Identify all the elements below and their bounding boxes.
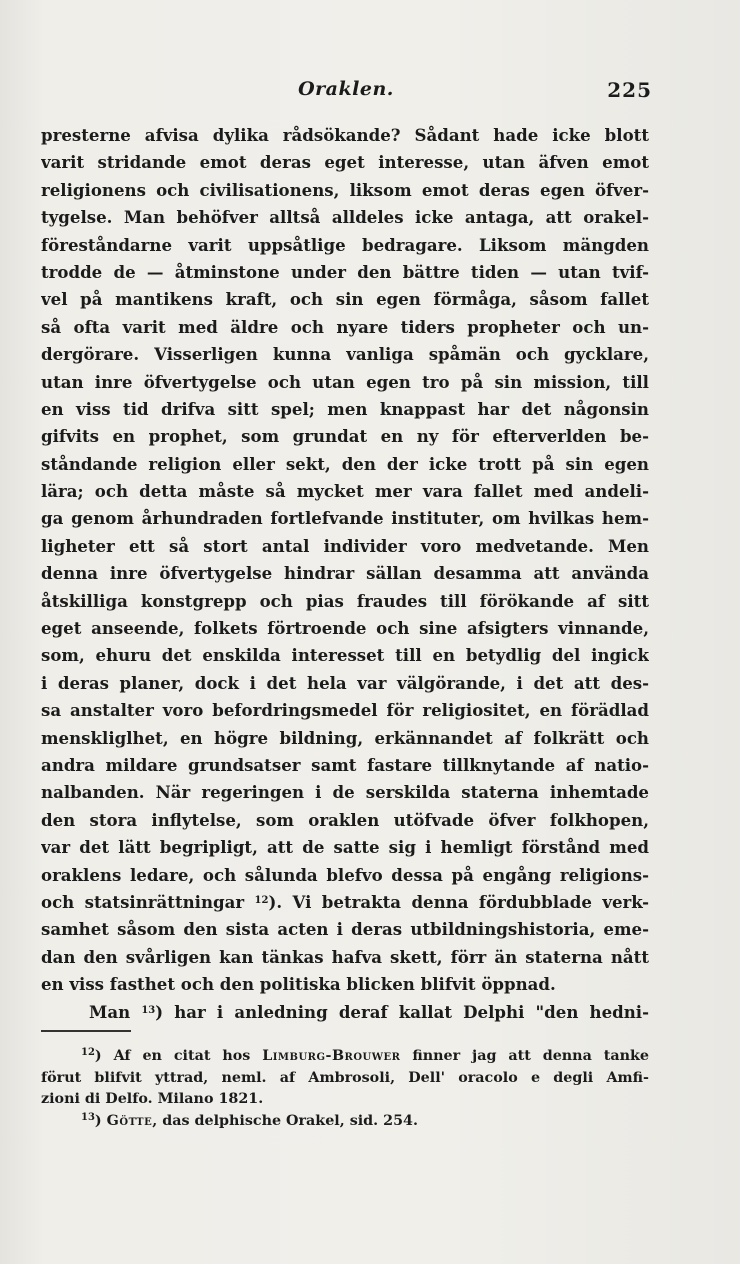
- text-line: åtskilliga konstgrepp och pias fraudes till förökande af sitt: [41, 590, 649, 611]
- text-line-with-footnote-ref: [41, 999, 649, 1026]
- footnotes: [41, 1046, 649, 1132]
- footnote-ref-12[interactable]: 12: [254, 894, 269, 906]
- text-line: utan inre öfvertygelse och utan egen tro på sin mission, till: [41, 371, 649, 392]
- footnote-paren: ): [94, 1112, 107, 1129]
- text-line: lära; och detta måste så mycket mer vara fallet med andeli-: [41, 481, 649, 502]
- footnote-ref-13[interactable]: 13: [141, 1004, 156, 1016]
- footnote-text: , das delphische Orakel, sid. 254.: [152, 1112, 418, 1129]
- text-line: varit stridande emot deras eget interesse, utan äfven emot: [41, 152, 649, 173]
- text-line: dergörare. Visserligen kunna vanliga spåmän och gycklare,: [41, 344, 649, 365]
- text-line: sa anstalter voro befordringsmedel för religiositet, en förädlad: [41, 700, 649, 721]
- footnote-marker: 13: [81, 1111, 95, 1123]
- text-line: ståndande religion eller sekt, den der icke trott på sin egen: [41, 453, 649, 474]
- text-line: ga genom århundraden fortlefvande instituter, om hvilkas hem-: [41, 508, 649, 529]
- text-line: presterne afvisa dylika rådsökande? Sådant hade icke blott: [41, 125, 649, 145]
- text-line: som, ehuru det enskilda interesset till en betydlig del ingick: [41, 645, 649, 666]
- text-line: gifvits en prophet, som grundat en ny för efterverlden be-: [41, 426, 649, 447]
- text-segment: Man: [89, 1001, 142, 1022]
- text-line: en viss fasthet och den politiska blicken blifvit öppnad.: [41, 974, 556, 995]
- footnote-marker: 12: [81, 1047, 95, 1058]
- text-line: tygelse. Man behöfver alltså alldeles icke antaga, att orakel-: [41, 207, 649, 228]
- footnote-divider: [41, 1030, 131, 1032]
- text-line: så ofta varit med äldre och nyare tiders propheter och un-: [41, 316, 649, 337]
- text-line: nalbanden. När regeringen i de serskilda staterna inhemtade: [41, 782, 649, 803]
- text-line: andra mildare grundsatser samt fastare tillknytande af natio-: [41, 754, 649, 775]
- cited-author: Götte: [106, 1112, 153, 1129]
- text-line: oraklens ledare, och sålunda blefvo dessa på engång religions-: [41, 864, 649, 885]
- text-line: menskliglhet, en högre bildning, erkännandet af folkrätt och: [41, 727, 649, 748]
- text-line: föreståndarne varit uppsåtlige bedragare. Liksom mängden: [41, 234, 649, 255]
- cited-author: Limburg-Brouwer: [262, 1048, 401, 1064]
- text-line: denna inre öfvertygelse hindrar sällan desamma att använda: [41, 563, 649, 584]
- text-line: religionens och civilisationens, liksom emot deras egen öfver-: [41, 179, 649, 200]
- chapter-title: Oraklen.: [298, 78, 394, 100]
- text-segment: ). Vi betrakta denna fördubblade verk-: [268, 891, 649, 912]
- text-line: ligheter ett så stort antal individer voro medvetande. Men: [41, 535, 649, 556]
- text-line: trodde de — åtminstone under den bättre tiden — utan tvif-: [41, 261, 649, 282]
- text-line: samhet såsom den sista acten i deras utbildningshistoria, eme-: [41, 919, 649, 940]
- footnote-line: förut blifvit yttrad, neml. af Ambrosoli, Dell' oracolo e degli Amfi-: [41, 1069, 649, 1086]
- page-number: 225: [607, 78, 652, 102]
- text-segment: och statsinrättningar: [41, 891, 255, 912]
- text-line: var det lätt begripligt, att de satte sig i hemligt förstånd med: [41, 837, 649, 858]
- footnote-line: zioni di Delfo. Milano 1821.: [41, 1091, 264, 1107]
- text-line: eget anseende, folkets förtroende och sine afsigters vinnande,: [41, 618, 649, 639]
- text-segment: ) har i anledning deraf kallat Delphi "den hedni-: [155, 1001, 649, 1022]
- text-line: en viss tid drifva sitt spel; men knappast har det någonsin: [41, 398, 649, 419]
- text-line: den stora inflytelse, som oraklen utöfvade öfver folkhopen,: [41, 809, 649, 830]
- text-line: vel på mantikens kraft, och sin egen förmåga, såsom fallet: [41, 289, 649, 310]
- text-line: dan den svårligen kan tänkas hafva skett, förr än staterna nått: [41, 946, 649, 967]
- running-head: [40, 78, 652, 104]
- footnote-text: finner jag att denna tanke: [400, 1048, 649, 1064]
- footnote-13: [41, 1111, 649, 1133]
- text-line-with-footnote-ref: [41, 889, 649, 916]
- footnote-text: ) Af en citat hos: [94, 1048, 263, 1064]
- text-line: i deras planer, dock i det hela var välgörande, i det att des-: [41, 672, 649, 693]
- footnote-12: [41, 1046, 649, 1068]
- body-text: [41, 122, 649, 1026]
